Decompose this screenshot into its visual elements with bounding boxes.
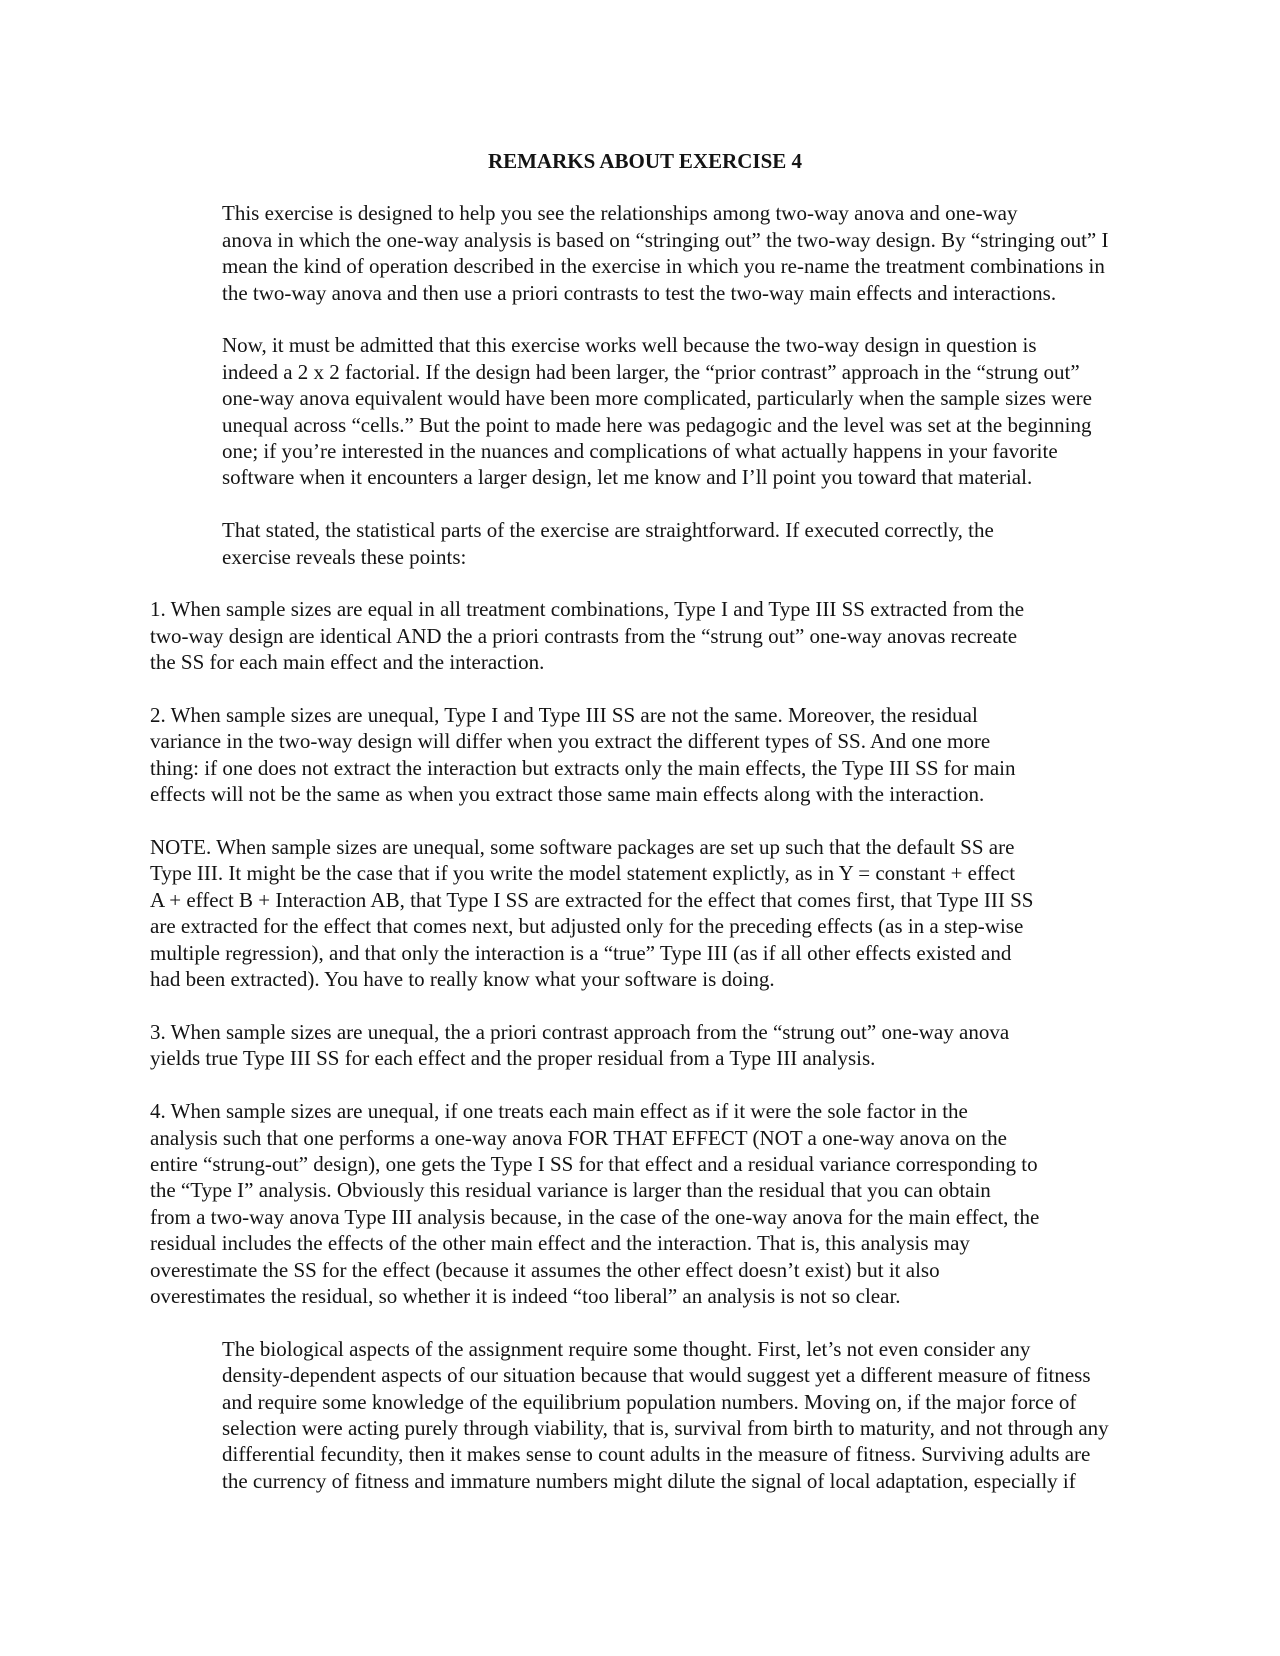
text-line: the two-way anova and then use a priori contrasts to test the two-way main effects and interactions. — [222, 280, 1057, 305]
text-line: yields true Type III SS for each effect and the proper residual from a Type III analysis. — [150, 1046, 876, 1071]
text-line: effects will not be the same as when you extract those same main effects along with the interaction. — [150, 782, 985, 807]
text-line: That stated, the statistical parts of the exercise are straightforward. If executed correctly, the — [222, 518, 994, 543]
text-line: The biological aspects of the assignment require some thought. First, let’s not even consider any — [222, 1336, 1031, 1361]
paragraph — [150, 332, 1140, 490]
text-line: are extracted for the effect that comes next, but adjusted only for the preceding effects (as in a step-wise — [150, 914, 1024, 939]
text-line: Type III. It might be the case that if you write the model statement explictly, as in Y = constant + effect — [150, 861, 1016, 886]
text-line: Now, it must be admitted that this exercise works well because the two-way design in question is — [222, 333, 1037, 358]
document-body — [150, 200, 1140, 1494]
text-line: overestimates the residual, so whether it is indeed “too liberal” an analysis is not so clear. — [150, 1283, 901, 1308]
document-page — [150, 148, 1140, 1521]
text-line: A + effect B + Interaction AB, that Type I SS are extracted for the effect that comes first, that Type III SS — [150, 887, 1034, 912]
text-line: density-dependent aspects of our situation because that would suggest yet a different measure of fitness — [222, 1363, 1091, 1388]
text-line: differential fecundity, then it makes sense to count adults in the measure of fitness. Surviving adults are — [222, 1442, 1091, 1467]
text-line: had been extracted). You have to really know what your software is doing. — [150, 967, 775, 992]
text-line: variance in the two-way design will differ when you extract the different types of SS. And one more — [150, 729, 991, 754]
paragraph — [150, 1336, 1140, 1494]
text-line: mean the kind of operation described in the exercise in which you re-name the treatment combinations in — [222, 254, 1105, 279]
paragraph — [150, 1098, 1140, 1309]
text-line: and require some knowledge of the equilibrium population numbers. Moving on, if the major force of — [222, 1389, 1077, 1414]
text-line: 2. When sample sizes are unequal, Type I and Type III SS are not the same. Moreover, the residual — [150, 703, 978, 728]
text-line: selection were acting purely through viability, that is, survival from birth to maturity, and not through any — [222, 1415, 1109, 1440]
text-line: the currency of fitness and immature numbers might dilute the signal of local adaptation, especially if — [222, 1468, 1076, 1493]
text-line: from a two-way anova Type III analysis because, in the case of the one-way anova for the main effect, the — [150, 1204, 1040, 1229]
text-line: residual includes the effects of the other main effect and the interaction. That is, this analysis may — [150, 1231, 970, 1256]
text-line: thing: if one does not extract the interaction but extracts only the main effects, the Type III SS for main — [150, 755, 1016, 780]
text-line: multiple regression), and that only the interaction is a “true” Type III (as if all other effects existed and — [150, 940, 1012, 965]
text-line: entire “strung-out” design), one gets the Type I SS for that effect and a residual variance corresponding to — [150, 1151, 1038, 1176]
text-line: 4. When sample sizes are unequal, if one treats each main effect as if it were the sole factor in the — [150, 1099, 968, 1124]
text-line: the “Type I” analysis. Obviously this residual variance is larger than the residual that you can obtain — [150, 1178, 991, 1203]
paragraph — [150, 200, 1140, 306]
text-line: two-way design are identical AND the a priori contrasts from the “strung out” one-way anovas recreate — [150, 623, 1018, 648]
text-line: indeed a 2 x 2 factorial. If the design had been larger, the “prior contrast” approach in the “strung out” — [222, 359, 1080, 384]
paragraph — [150, 834, 1140, 992]
text-line: one-way anova equivalent would have been more complicated, particularly when the sample sizes were — [222, 386, 1092, 411]
text-line: 1. When sample sizes are equal in all treatment combinations, Type I and Type III SS extracted from the — [150, 597, 1025, 622]
paragraph — [150, 702, 1140, 808]
text-line: the SS for each main effect and the interaction. — [150, 650, 545, 675]
text-line: unequal across “cells.” But the point to made here was pedagogic and the level was set at the beginning — [222, 412, 1092, 437]
text-line: This exercise is designed to help you see the relationships among two-way anova and one-way — [222, 201, 1018, 226]
text-line: exercise reveals these points: — [222, 544, 467, 569]
text-line: overestimate the SS for the effect (because it assumes the other effect doesn’t exist) but it also — [150, 1257, 940, 1282]
document-title: REMARKS ABOUT EXERCISE 4 — [487, 149, 803, 173]
text-line: anova in which the one-way analysis is based on “stringing out” the two-way design. By “stringing out” I — [222, 227, 1109, 252]
paragraph — [150, 1019, 1140, 1072]
text-line: one; if you’re interested in the nuances and complications of what actually happens in your favorite — [222, 439, 1058, 464]
paragraph — [150, 596, 1140, 675]
text-line: software when it encounters a larger design, let me know and I’ll point you toward that material. — [222, 465, 1033, 490]
text-line: analysis such that one performs a one-way anova FOR THAT EFFECT (NOT a one-way anova on the — [150, 1125, 1007, 1150]
text-line: NOTE. When sample sizes are unequal, some software packages are set up such that the default SS are — [150, 835, 1015, 860]
paragraph — [150, 517, 1140, 570]
text-line: 3. When sample sizes are unequal, the a priori contrast approach from the “strung out” one-way anova — [150, 1019, 1010, 1044]
